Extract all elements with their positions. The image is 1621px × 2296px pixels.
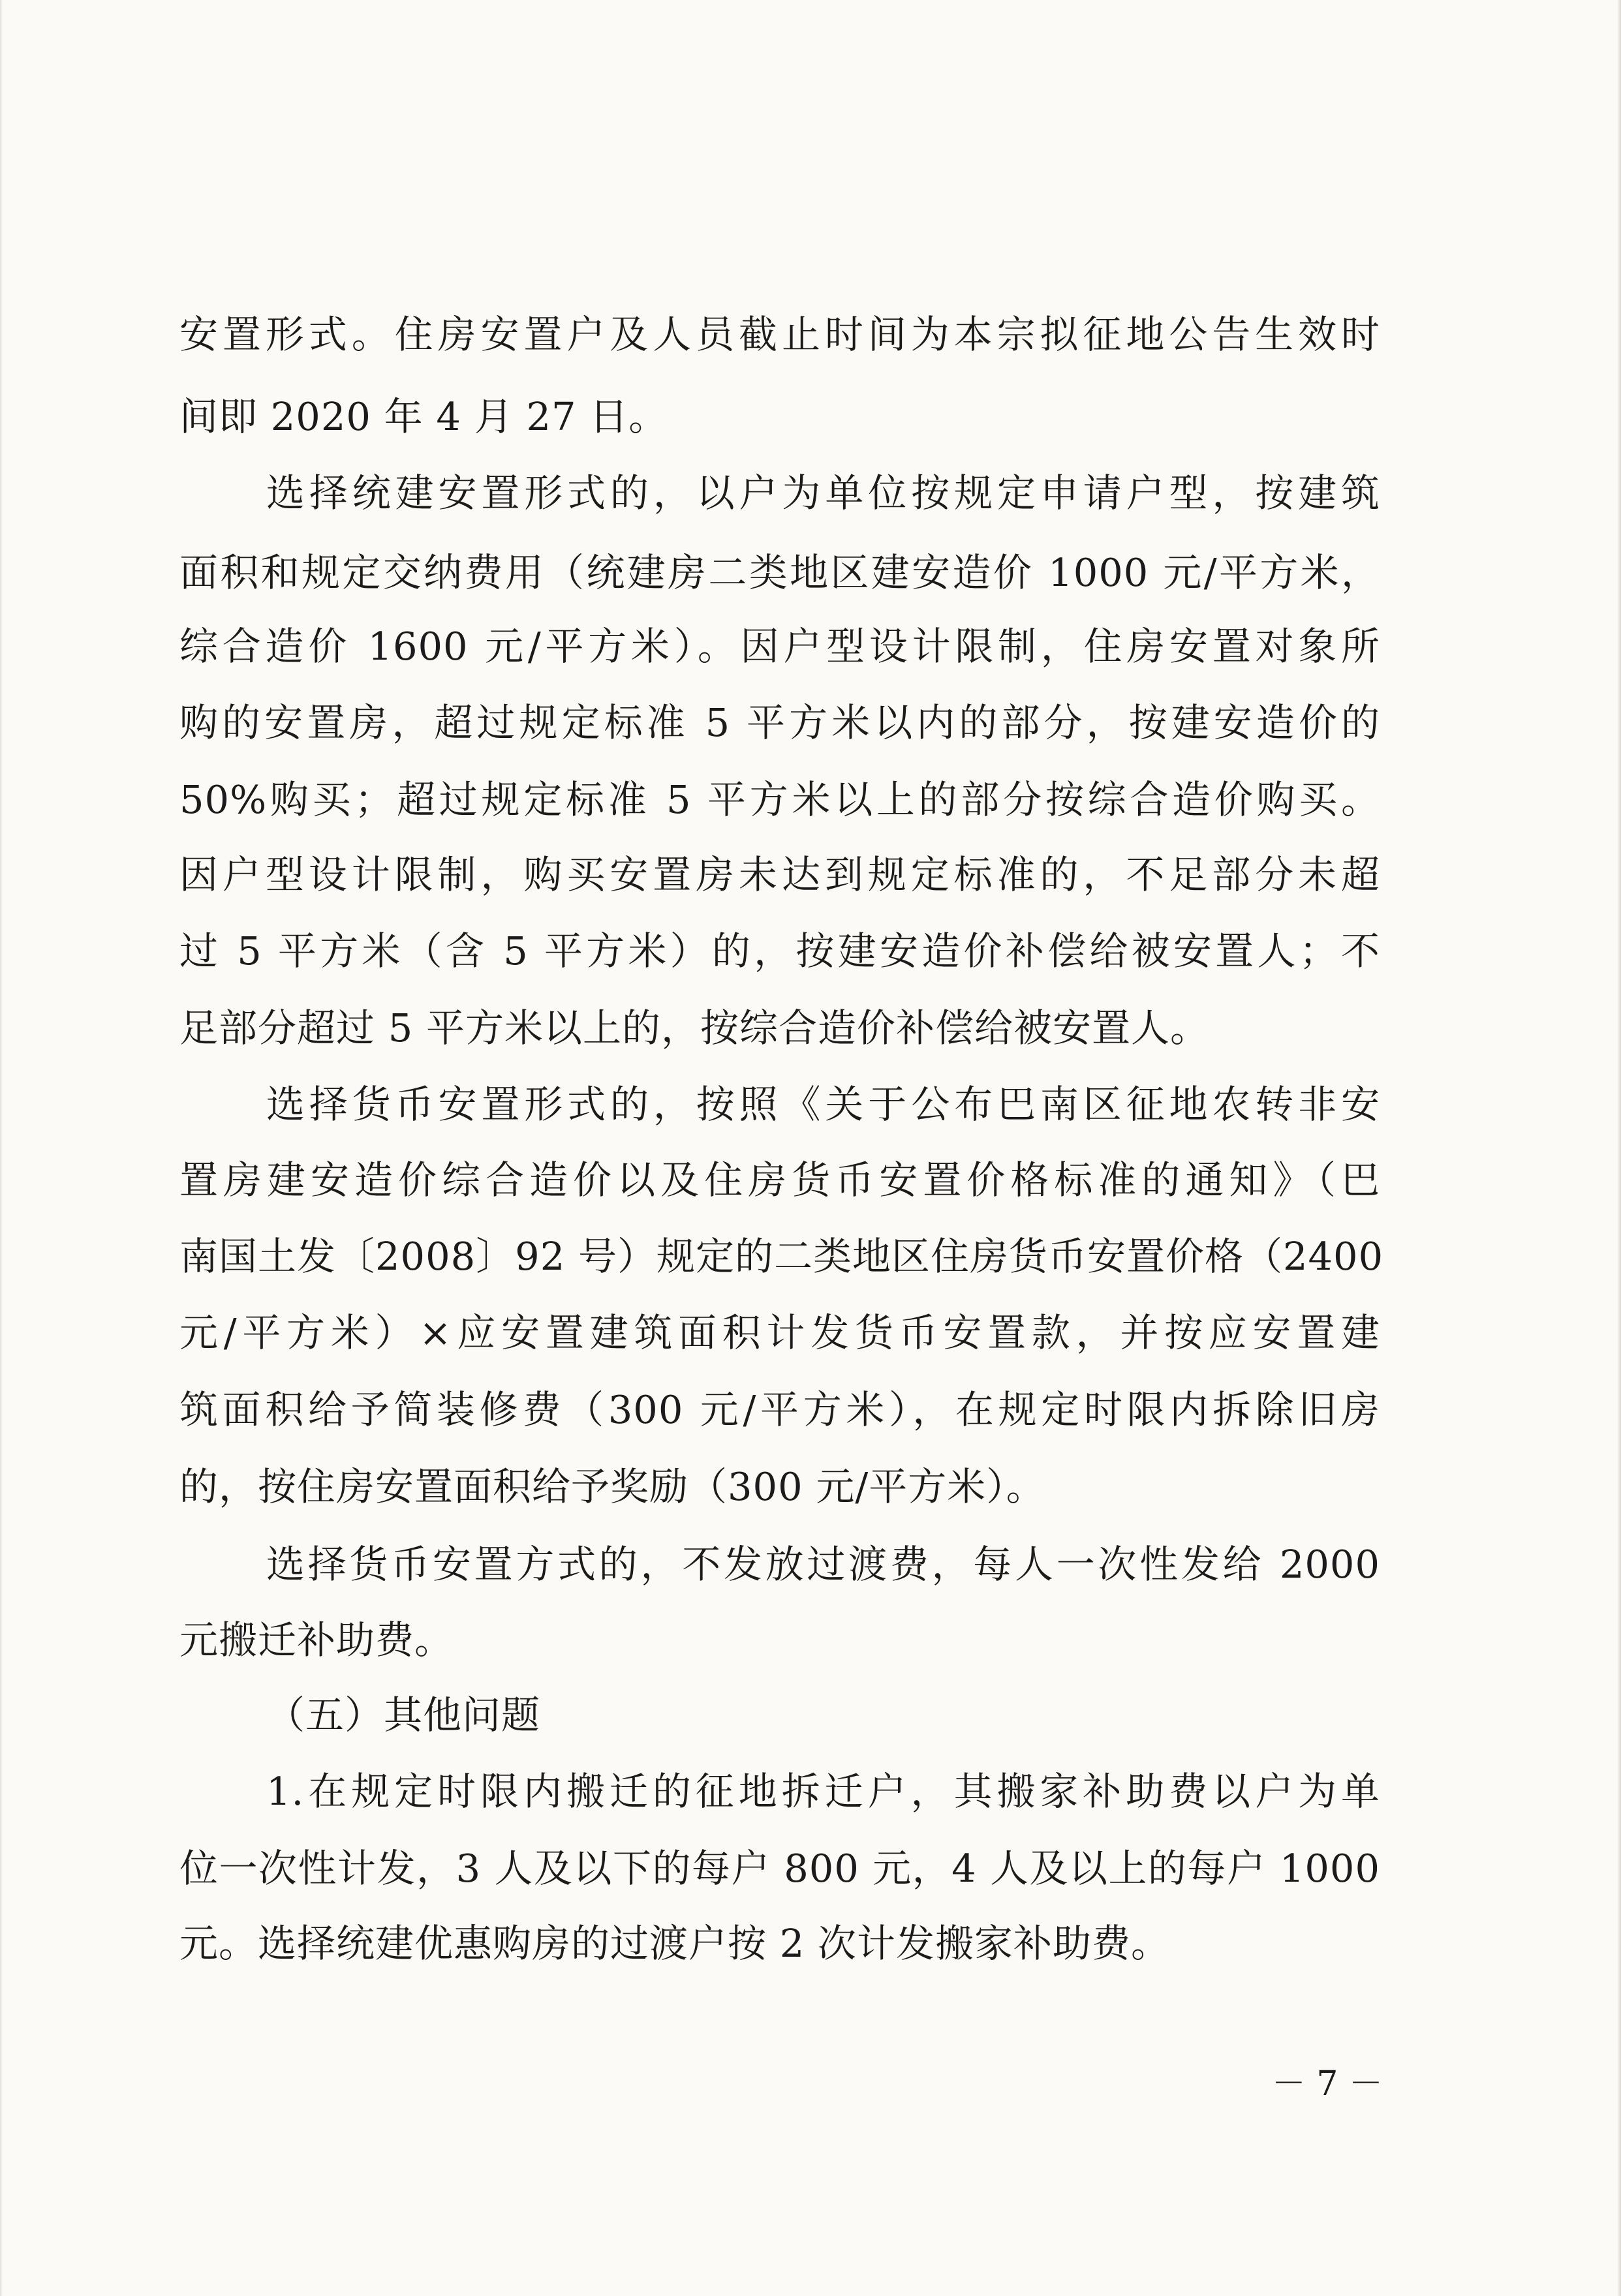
body-text-line: 50%购买；超过规定标准 5 平方米以上的部分按综合造价购买。 <box>179 777 1380 822</box>
paragraph-start-line: 选择货币安置形式的，按照《关于公布巴南区征地农转非安 <box>266 1082 1380 1127</box>
page-number: － 7 － <box>1271 2064 1383 2104</box>
body-text-line: 位一次性计发，3 人及以下的每户 800 元，4 人及以上的每户 1000 <box>179 1846 1380 1891</box>
section-heading: （五）其他问题 <box>266 1692 541 1737</box>
scan-edge-right <box>1617 0 1621 2296</box>
paragraph-start-line: 选择货币安置方式的，不发放过渡费，每人一次性发给 2000 <box>266 1542 1380 1587</box>
body-text-line: 综合造价 1600 元/平方米）。因户型设计限制，住房安置对象所 <box>179 624 1380 669</box>
body-text-line: 间即 2020 年 4 月 27 日。 <box>179 394 668 439</box>
body-text-line: 元/平方米）×应安置建筑面积计发货币安置款，并按应安置建 <box>179 1310 1380 1355</box>
body-text-line: 南国土发〔2008〕92 号）规定的二类地区住房货币安置价格（2400 <box>179 1234 1384 1279</box>
body-text-line: 过 5 平方米（含 5 平方米）的，按建安造价补偿给被安置人；不 <box>179 928 1380 973</box>
body-text-line: 面积和规定交纳费用（统建房二类地区建安造价 1000 元/平方米， <box>179 550 1380 595</box>
scan-edge-left <box>0 0 3 2296</box>
body-text-line: 置房建安造价综合造价以及住房货币安置价格标准的通知》（巴 <box>179 1157 1380 1202</box>
body-text-line: 因户型设计限制，购买安置房未达到规定标准的，不足部分未超 <box>179 852 1380 897</box>
body-text-line: 筑面积给予简装修费（300 元/平方米），在规定时限内拆除旧房 <box>179 1387 1380 1432</box>
paragraph-start-line: 1.在规定时限内搬迁的征地拆迁户，其搬家补助费以户为单 <box>266 1769 1380 1814</box>
paragraph-start-line: 选择统建安置形式的，以户为单位按规定申请户型，按建筑 <box>266 470 1380 515</box>
body-text-line: 的，按住房安置面积给予奖励（300 元/平方米）。 <box>179 1464 1045 1509</box>
body-text-line: 元搬迁补助费。 <box>179 1617 454 1662</box>
body-text-line: 元。选择统建优惠购房的过渡户按 2 次计发搬家补助费。 <box>179 1921 1171 1966</box>
body-text-line: 安置形式。住房安置户及人员截止时间为本宗拟征地公告生效时 <box>179 312 1380 357</box>
body-text-line: 足部分超过 5 平方米以上的，按综合造价补偿给被安置人。 <box>179 1005 1210 1050</box>
body-text-line: 购的安置房，超过规定标准 5 平方米以内的部分，按建安造价的 <box>179 700 1380 745</box>
